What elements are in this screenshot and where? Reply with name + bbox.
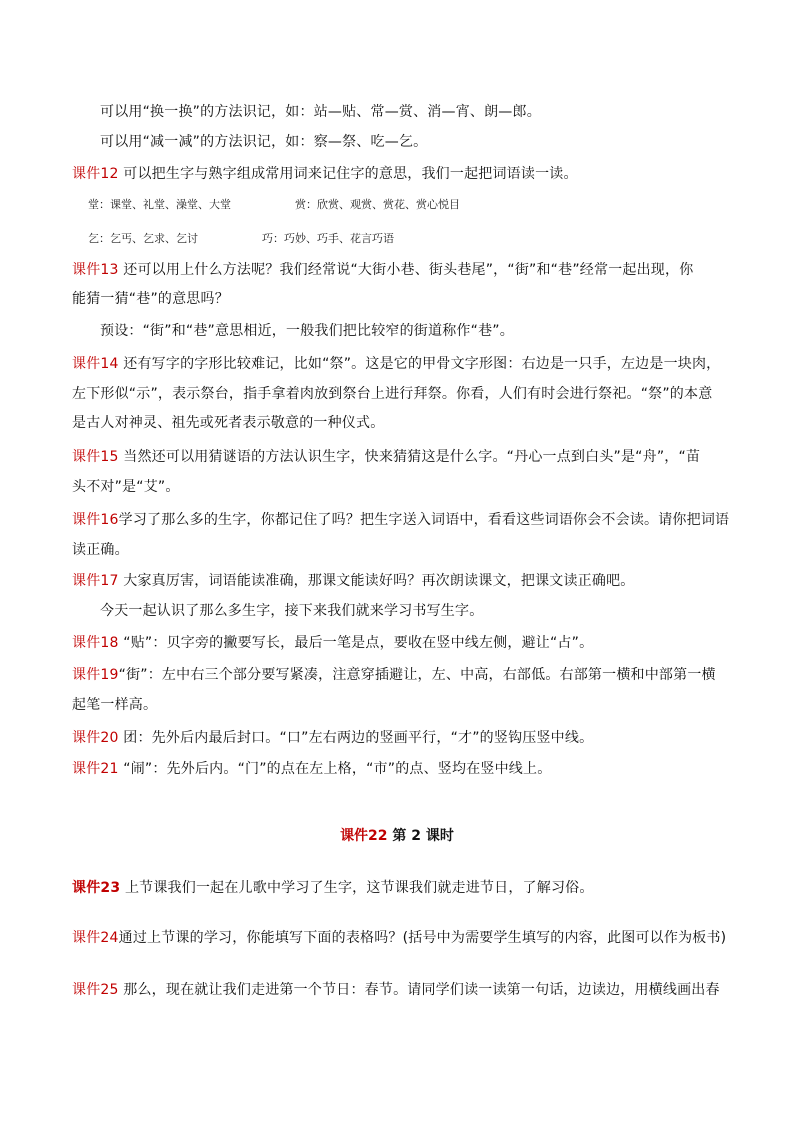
paragraph-line	[72, 570, 634, 592]
paragraph-text: 还有写字的字形比较难记，比如“祭”。这是它的甲骨文字形图：右边是一只手，左边是一块肉，	[118, 356, 721, 372]
paragraph-line: 能猜一猜“巷”的意思吗？	[72, 291, 229, 307]
paragraph-text: 通过上节课的学习，你能填写下面的表格吗？(括号中为需要学生填写的内容，此图可以作为板书)	[118, 930, 727, 946]
paragraph-text: 团：先外后内最后封口。“口”左右两边的竖画平行，“才”的竖钩压竖中线。	[118, 730, 594, 746]
paragraph-line: 预设：“街”和“巷”意思相近，一般我们把比较窄的街道称作“巷”。	[100, 323, 514, 339]
courseware-tag: 课件23	[72, 880, 121, 896]
vocab-list: 赏：欣赏、观赏、赏花、赏心悦目	[295, 198, 460, 211]
paragraph-line	[72, 509, 729, 531]
paragraph-text: 可以把生字与熟字组成常用词来记住字的意思，我们一起把词语读一读。	[118, 166, 578, 182]
paragraph-line: 读正确。	[72, 542, 129, 558]
paragraph-line	[72, 727, 593, 749]
courseware-tag: 课件22	[340, 828, 388, 844]
heading-text: 第 2 课时	[387, 828, 454, 844]
paragraph-line	[72, 163, 578, 185]
paragraph-line	[72, 446, 700, 468]
courseware-tag: 课件24	[72, 930, 119, 946]
paragraph-text: “闹”：先外后内。“门”的点在左上格，“市”的点、竖均在竖中线上。	[118, 761, 552, 777]
paragraph-line	[72, 664, 716, 686]
courseware-tag: 课件12	[72, 166, 119, 182]
paragraph-line	[72, 758, 551, 780]
paragraph-line	[72, 927, 726, 949]
paragraph-line: 是古人对神灵、祖先或死者表示敬意的一种仪式。	[72, 415, 385, 431]
paragraph-line: 起笔一样高。	[72, 697, 158, 713]
paragraph-line	[72, 979, 720, 1001]
paragraph-text: 那么，现在就让我们走进第一个节日：春节。请同学们读一读第一句话，边读边，用横线画出春	[118, 982, 720, 998]
paragraph-line: 可以用“换一换”的方法识记，如：站—贴、常—赏、消—宵、朗—郎。	[100, 104, 541, 120]
courseware-tag: 课件14	[72, 356, 119, 372]
paragraph-line	[72, 259, 693, 281]
courseware-tag: 课件15	[72, 449, 119, 465]
paragraph-line: 今天一起认识了那么多生字，接下来我们就来学习书写生字。	[100, 603, 484, 619]
paragraph-line: 可以用“减一减”的方法识记，如：察—祭、吃—乞。	[100, 134, 428, 150]
courseware-tag: 课件21	[72, 761, 119, 777]
vocab-list: 堂：课堂、礼堂、澡堂、大堂	[88, 198, 231, 211]
courseware-tag: 课件25	[72, 982, 119, 998]
paragraph-line	[72, 353, 720, 375]
paragraph-text: 大家真厉害，词语能读准确，那课文能读好吗？再次朗读课文，把课文读正确吧。	[118, 573, 635, 589]
paragraph-line: 左下形似“示”，表示祭台，指手拿着肉放到祭台上进行拜祭。你看，人们有时会进行祭祀。“祭”的本意	[72, 386, 713, 402]
paragraph-text: 上节课我们一起在儿歌中学习了生字，这节课我们就走进节日，了解习俗。	[120, 880, 594, 896]
paragraph-text: 学习了那么多的生字，你都记住了吗？把生字送入词语中，看看这些词语你会不会读。请你把词语	[118, 512, 730, 528]
courseware-tag: 课件18	[72, 635, 119, 651]
courseware-tag: 课件13	[72, 262, 119, 278]
vocab-list: 巧：巧妙、巧手、花言巧语	[262, 232, 394, 245]
paragraph-line	[72, 877, 594, 899]
courseware-tag: 课件20	[72, 730, 119, 746]
paragraph-line: 头不对”是“艾”。	[72, 479, 180, 495]
paragraph-text: 当然还可以用猜谜语的方法认识生字，快来猜猜这是什么字。“丹心一点到白头”是“舟”，“苗	[118, 449, 701, 465]
vocab-list: 乞：乞丐、乞求、乞讨	[88, 232, 198, 245]
courseware-tag: 课件19	[72, 667, 119, 683]
paragraph-text: “贴”：贝字旁的撇要写长，最后一笔是点，要收在竖中线左侧，避让“占”。	[118, 635, 594, 651]
courseware-tag: 课件17	[72, 573, 119, 589]
courseware-tag: 课件16	[72, 512, 119, 528]
paragraph-text: “街”：左中右三个部分要写紧凑，注意穿插避让，左、中高，右部低。右部第一横和中部第一横	[118, 667, 716, 683]
paragraph-line	[72, 632, 593, 654]
paragraph-text: 还可以用上什么方法呢？我们经常说“大街小巷、街头巷尾”，“街”和“巷”经常一起出现，你	[118, 262, 694, 278]
section-heading	[0, 825, 794, 847]
